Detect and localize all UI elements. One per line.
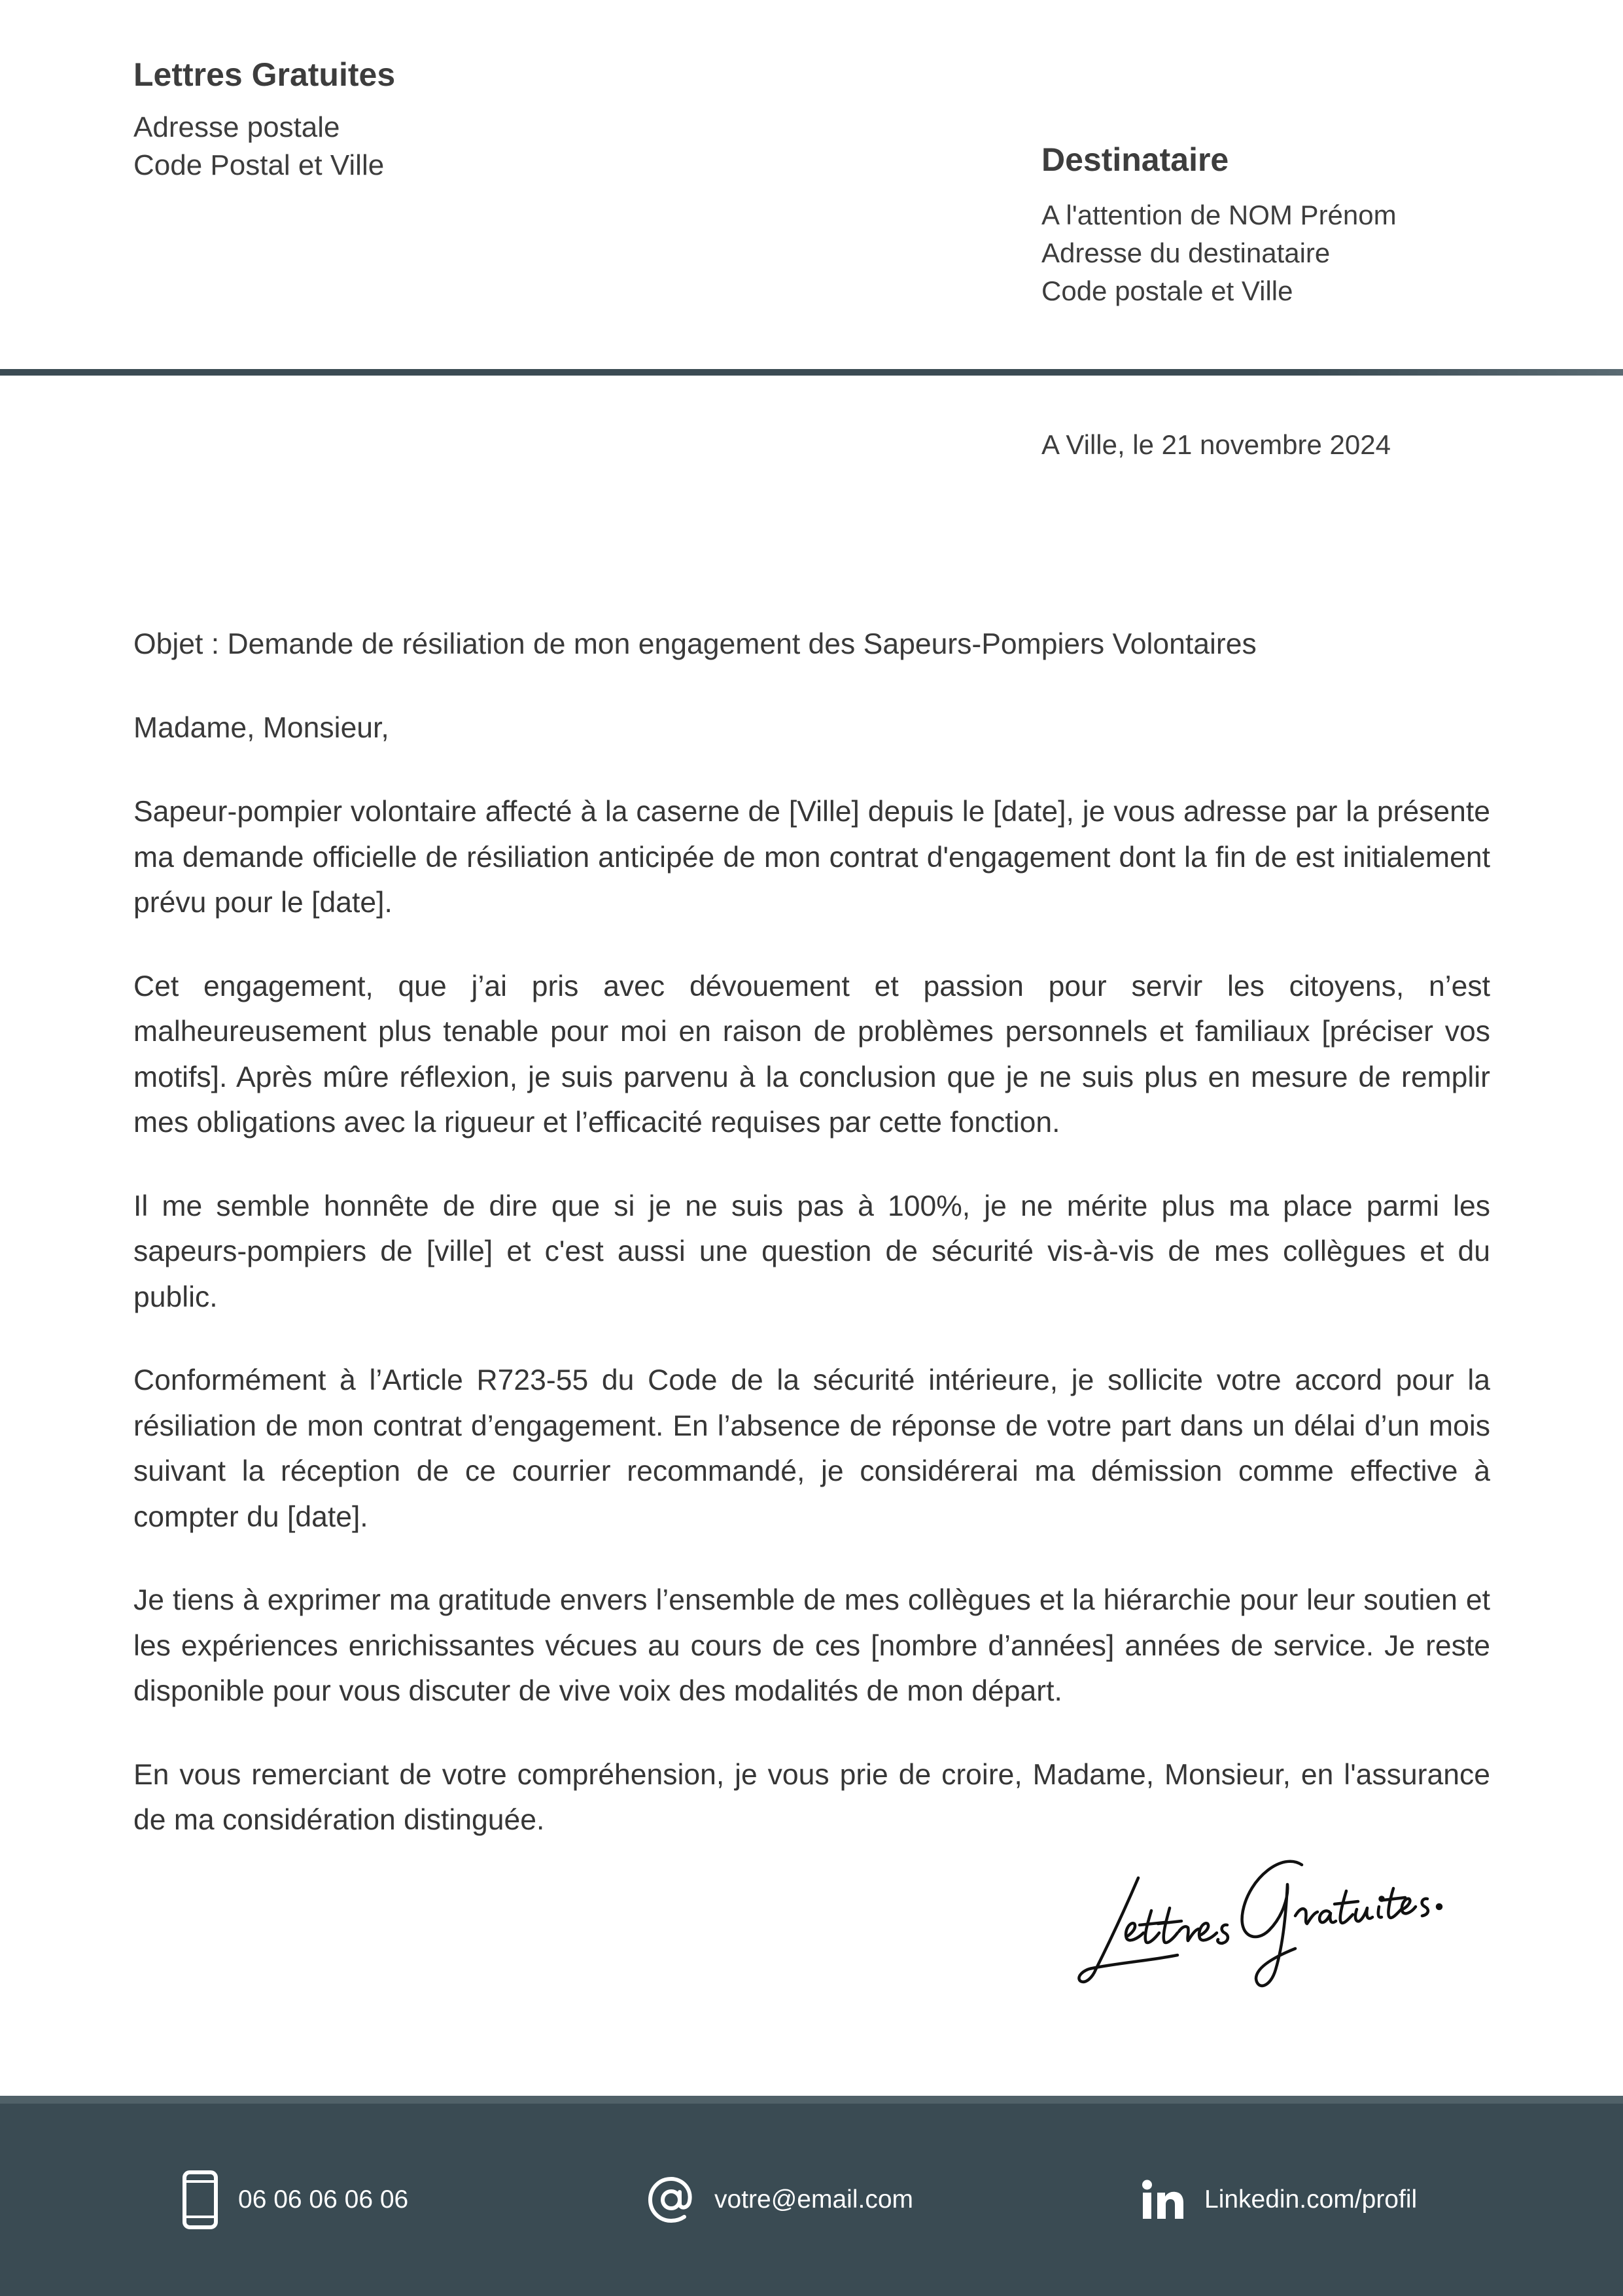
footer-phone xyxy=(182,2104,408,2296)
at-sign-icon xyxy=(648,2176,695,2223)
contact-footer xyxy=(0,2096,1623,2296)
phone-number[interactable]: 06 06 06 06 06 xyxy=(238,2185,409,2214)
sender-name: Lettres Gratuites xyxy=(133,56,396,93)
paragraph: En vous remerciant de votre compréhension, je vous prie de croire, Madame, Monsieur, en l'assurance de ma considération distinguée. xyxy=(133,1758,1490,1836)
sender-city-line: Code Postal et Ville xyxy=(133,149,385,181)
date-line: A Ville, le 21 novembre 2024 xyxy=(1041,429,1391,460)
recipient-attention-line: A l'attention de NOM Prénom xyxy=(1041,200,1397,230)
email-address[interactable]: votre@email.com xyxy=(714,2185,914,2214)
recipient-title: Destinataire xyxy=(1041,141,1229,178)
linkedin-profile[interactable]: Linkedin.com/profil xyxy=(1204,2185,1418,2214)
recipient-address-line: Adresse du destinataire xyxy=(1041,238,1331,268)
subject-line: Objet : Demande de résiliation de mon engagement des Sapeurs-Pompiers Volontaires xyxy=(133,628,1257,660)
paragraph: Conformément à l’Article R723-55 du Code de la sécurité intérieure, je sollicite votre accord pour la résiliation de mon contrat d’engagement. En l’absence de réponse de votre part dans un délai d’un mois suivant la réception de ce courrier recommandé, je considérerai ma démission comme effective à compter du [date]. xyxy=(133,1364,1490,1533)
sender-address-line: Adresse postale xyxy=(133,111,340,143)
footer-email xyxy=(648,2104,913,2296)
salutation: Madame, Monsieur, xyxy=(133,712,389,744)
footer-linkedin xyxy=(1142,2104,1417,2296)
linkedin-icon xyxy=(1142,2180,1185,2220)
recipient-block xyxy=(1041,137,1604,310)
paragraph: Il me semble honnête de dire que si je ne suis pas à 100%, je ne mérite plus ma place parmi les sapeurs-pompiers de [ville] et c'est aussi une question de sécurité vis-à-vis de mes collègues et du public. xyxy=(133,1190,1490,1313)
paragraph: Cet engagement, que j’ai pris avec dévouement et passion pour servir les citoyens, n’est malheureusement plus tenable pour moi en raison de problèmes personnels et familiaux [préciser vos motifs]. Après mûre réflexion, je suis parvenu à la conclusion que je ne suis plus en mesure de remplir mes obligations avec la rigueur et l’efficacité requises par cette fonction. xyxy=(133,970,1490,1139)
letter-body xyxy=(133,622,1490,1881)
sender-block xyxy=(133,52,853,185)
header-divider xyxy=(0,369,1623,376)
phone-icon xyxy=(182,2170,218,2230)
handwritten-signature xyxy=(1066,1839,1446,1996)
paragraph: Sapeur-pompier volontaire affecté à la caserne de [Ville] depuis le [date], je vous adresse par la présente ma demande officielle de résiliation anticipée de mon contrat d'engagement dont la fin de est initialement prévu pour le [date]. xyxy=(133,796,1490,919)
recipient-city-line: Code postale et Ville xyxy=(1041,275,1293,306)
paragraph: Je tiens à exprimer ma gratitude envers l’ensemble de mes collègues et la hiérarchie pour leur soutien et les expériences enrichissantes vécues au cours de ces [nombre d’années] années de service. Je reste disponible pour vous discuter de vive voix des modalités de mon départ. xyxy=(133,1584,1490,1707)
